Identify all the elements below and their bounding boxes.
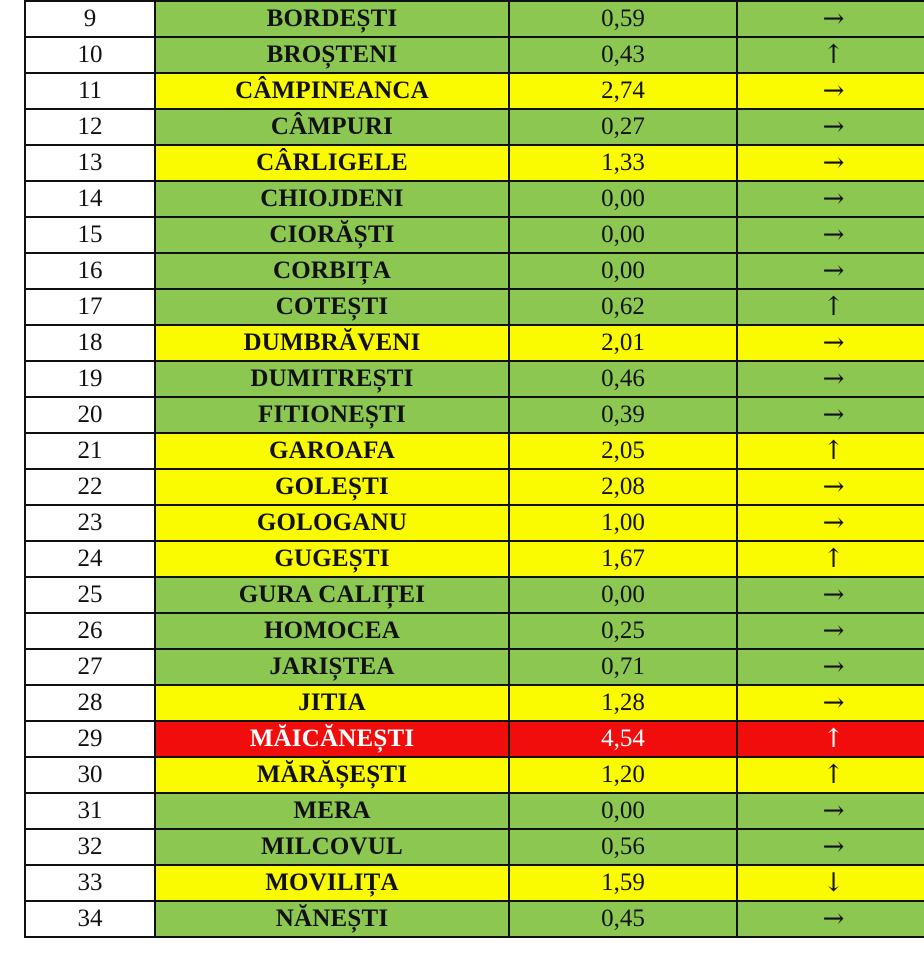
- locality-name-cell: GUGEȘTI: [155, 541, 509, 577]
- page-margin: [0, 0, 24, 980]
- trend-cell: [737, 181, 924, 217]
- arrow-up-icon: ↑: [822, 544, 845, 574]
- row-number-cell: 15: [25, 217, 155, 253]
- infection-rate-cell: 1,00: [509, 505, 737, 541]
- arrow-down-icon: ↓: [822, 868, 845, 898]
- trend-cell: [737, 469, 924, 505]
- arrow-right-icon: →: [822, 688, 845, 718]
- arrow-right-icon: →: [822, 256, 845, 286]
- table-row: [25, 397, 924, 433]
- locality-name-cell: CORBIȚA: [155, 253, 509, 289]
- row-number-cell: 34: [25, 901, 155, 937]
- trend-cell: [737, 109, 924, 145]
- locality-name-cell: GAROAFA: [155, 433, 509, 469]
- table-row: [25, 217, 924, 253]
- infection-rate-cell: 0,25: [509, 613, 737, 649]
- arrow-right-icon: →: [822, 148, 845, 178]
- arrow-right-icon: →: [822, 220, 845, 250]
- locality-name-cell: MĂICĂNEȘTI: [155, 721, 509, 757]
- trend-cell: [737, 505, 924, 541]
- trend-cell: [737, 685, 924, 721]
- infection-rate-cell: 0,62: [509, 289, 737, 325]
- table-row: [25, 181, 924, 217]
- trend-cell: [737, 361, 924, 397]
- trend-cell: [737, 721, 924, 757]
- infection-rate-cell: 0,71: [509, 649, 737, 685]
- arrow-up-icon: ↑: [822, 292, 845, 322]
- arrow-up-icon: ↑: [822, 724, 845, 754]
- arrow-right-icon: →: [822, 184, 845, 214]
- row-number-cell: 33: [25, 865, 155, 901]
- table-row: [25, 829, 924, 865]
- table-row: [25, 793, 924, 829]
- infection-rate-cell: 1,59: [509, 865, 737, 901]
- infection-rate-cell: 2,08: [509, 469, 737, 505]
- table-row: [25, 325, 924, 361]
- row-number-cell: 27: [25, 649, 155, 685]
- arrow-right-icon: →: [822, 580, 845, 610]
- table-row: [25, 613, 924, 649]
- infection-rate-cell: 2,05: [509, 433, 737, 469]
- infection-rate-cell: 2,74: [509, 73, 737, 109]
- infection-rate-cell: 0,43: [509, 37, 737, 73]
- trend-cell: [737, 325, 924, 361]
- infection-rate-cell: 0,56: [509, 829, 737, 865]
- locality-name-cell: MERA: [155, 793, 509, 829]
- table-row: [25, 1, 924, 37]
- table-row: [25, 73, 924, 109]
- row-number-cell: 18: [25, 325, 155, 361]
- infection-rate-cell: 1,28: [509, 685, 737, 721]
- row-number-cell: 9: [25, 1, 155, 37]
- infection-rate-cell: 0,00: [509, 217, 737, 253]
- arrow-right-icon: →: [822, 76, 845, 106]
- table-row: [25, 541, 924, 577]
- arrow-up-icon: ↑: [822, 436, 845, 466]
- row-number-cell: 32: [25, 829, 155, 865]
- row-number-cell: 23: [25, 505, 155, 541]
- row-number-cell: 29: [25, 721, 155, 757]
- table-row: [25, 145, 924, 181]
- trend-cell: [737, 829, 924, 865]
- arrow-right-icon: →: [822, 400, 845, 430]
- trend-cell: [737, 577, 924, 613]
- table-row: [25, 649, 924, 685]
- infection-rate-cell: 1,20: [509, 757, 737, 793]
- row-number-cell: 16: [25, 253, 155, 289]
- trend-cell: [737, 1, 924, 37]
- locality-name-cell: MOVILIȚA: [155, 865, 509, 901]
- trend-cell: [737, 613, 924, 649]
- locality-name-cell: CÂMPINEANCA: [155, 73, 509, 109]
- arrow-right-icon: →: [822, 652, 845, 682]
- infection-rate-cell: 0,59: [509, 1, 737, 37]
- row-number-cell: 20: [25, 397, 155, 433]
- trend-cell: [737, 865, 924, 901]
- infection-rate-cell: 1,33: [509, 145, 737, 181]
- locality-name-cell: BROȘTENI: [155, 37, 509, 73]
- row-number-cell: 13: [25, 145, 155, 181]
- locality-name-cell: HOMOCEA: [155, 613, 509, 649]
- table-body: [25, 1, 924, 937]
- table-row: [25, 901, 924, 937]
- infection-rate-cell: 0,39: [509, 397, 737, 433]
- row-number-cell: 12: [25, 109, 155, 145]
- locality-name-cell: JITIA: [155, 685, 509, 721]
- trend-cell: [737, 37, 924, 73]
- infection-rate-cell: 0,00: [509, 253, 737, 289]
- row-number-cell: 31: [25, 793, 155, 829]
- table-row: [25, 289, 924, 325]
- infection-rate-cell: 0,46: [509, 361, 737, 397]
- infection-rate-cell: 0,00: [509, 577, 737, 613]
- locality-name-cell: BORDEȘTI: [155, 1, 509, 37]
- table-row: [25, 757, 924, 793]
- arrow-right-icon: →: [822, 904, 845, 934]
- infection-rate-cell: 0,00: [509, 793, 737, 829]
- locality-name-cell: CÂMPURI: [155, 109, 509, 145]
- row-number-cell: 14: [25, 181, 155, 217]
- locality-name-cell: GURA CALIȚEI: [155, 577, 509, 613]
- table-row: [25, 577, 924, 613]
- row-number-cell: 19: [25, 361, 155, 397]
- row-number-cell: 10: [25, 37, 155, 73]
- locality-name-cell: CHIOJDENI: [155, 181, 509, 217]
- locality-name-cell: NĂNEȘTI: [155, 901, 509, 937]
- locality-name-cell: MĂRĂȘEȘTI: [155, 757, 509, 793]
- table-row: [25, 361, 924, 397]
- locality-name-cell: CÂRLIGELE: [155, 145, 509, 181]
- infection-rate-cell: 1,67: [509, 541, 737, 577]
- row-number-cell: 21: [25, 433, 155, 469]
- trend-cell: [737, 757, 924, 793]
- arrow-up-icon: ↑: [822, 760, 845, 790]
- locality-name-cell: FITIONEȘTI: [155, 397, 509, 433]
- trend-cell: [737, 217, 924, 253]
- row-number-cell: 22: [25, 469, 155, 505]
- infection-rate-cell: 4,54: [509, 721, 737, 757]
- locality-name-cell: CIORĂȘTI: [155, 217, 509, 253]
- table-row: [25, 37, 924, 73]
- arrow-right-icon: →: [822, 112, 845, 142]
- locality-name-cell: DUMBRĂVENI: [155, 325, 509, 361]
- table-row: [25, 865, 924, 901]
- arrow-right-icon: →: [822, 796, 845, 826]
- row-number-cell: 24: [25, 541, 155, 577]
- infection-rate-cell: 2,01: [509, 325, 737, 361]
- arrow-right-icon: →: [822, 472, 845, 502]
- trend-cell: [737, 73, 924, 109]
- table-row: [25, 109, 924, 145]
- trend-cell: [737, 793, 924, 829]
- arrow-up-icon: ↑: [822, 40, 845, 70]
- row-number-cell: 25: [25, 577, 155, 613]
- arrow-right-icon: →: [822, 364, 845, 394]
- locality-name-cell: GOLOGANU: [155, 505, 509, 541]
- table-row: [25, 685, 924, 721]
- trend-cell: [737, 433, 924, 469]
- locality-name-cell: JARIȘTEA: [155, 649, 509, 685]
- arrow-right-icon: →: [822, 616, 845, 646]
- locality-name-cell: GOLEȘTI: [155, 469, 509, 505]
- row-number-cell: 30: [25, 757, 155, 793]
- trend-cell: [737, 397, 924, 433]
- infection-rate-cell: 0,00: [509, 181, 737, 217]
- locality-name-cell: DUMITREȘTI: [155, 361, 509, 397]
- arrow-right-icon: →: [822, 832, 845, 862]
- trend-cell: [737, 901, 924, 937]
- arrow-right-icon: →: [822, 328, 845, 358]
- locality-name-cell: MILCOVUL: [155, 829, 509, 865]
- infection-rate-table: [24, 0, 924, 938]
- table-row: [25, 433, 924, 469]
- table-row: [25, 253, 924, 289]
- row-number-cell: 28: [25, 685, 155, 721]
- infection-rate-cell: 0,45: [509, 901, 737, 937]
- infection-rate-cell: 0,27: [509, 109, 737, 145]
- row-number-cell: 26: [25, 613, 155, 649]
- trend-cell: [737, 253, 924, 289]
- arrow-right-icon: →: [822, 4, 845, 34]
- row-number-cell: 17: [25, 289, 155, 325]
- table-row: [25, 721, 924, 757]
- arrow-right-icon: →: [822, 508, 845, 538]
- table-row: [25, 469, 924, 505]
- table-row: [25, 505, 924, 541]
- trend-cell: [737, 145, 924, 181]
- trend-cell: [737, 541, 924, 577]
- trend-cell: [737, 289, 924, 325]
- row-number-cell: 11: [25, 73, 155, 109]
- trend-cell: [737, 649, 924, 685]
- locality-name-cell: COTEȘTI: [155, 289, 509, 325]
